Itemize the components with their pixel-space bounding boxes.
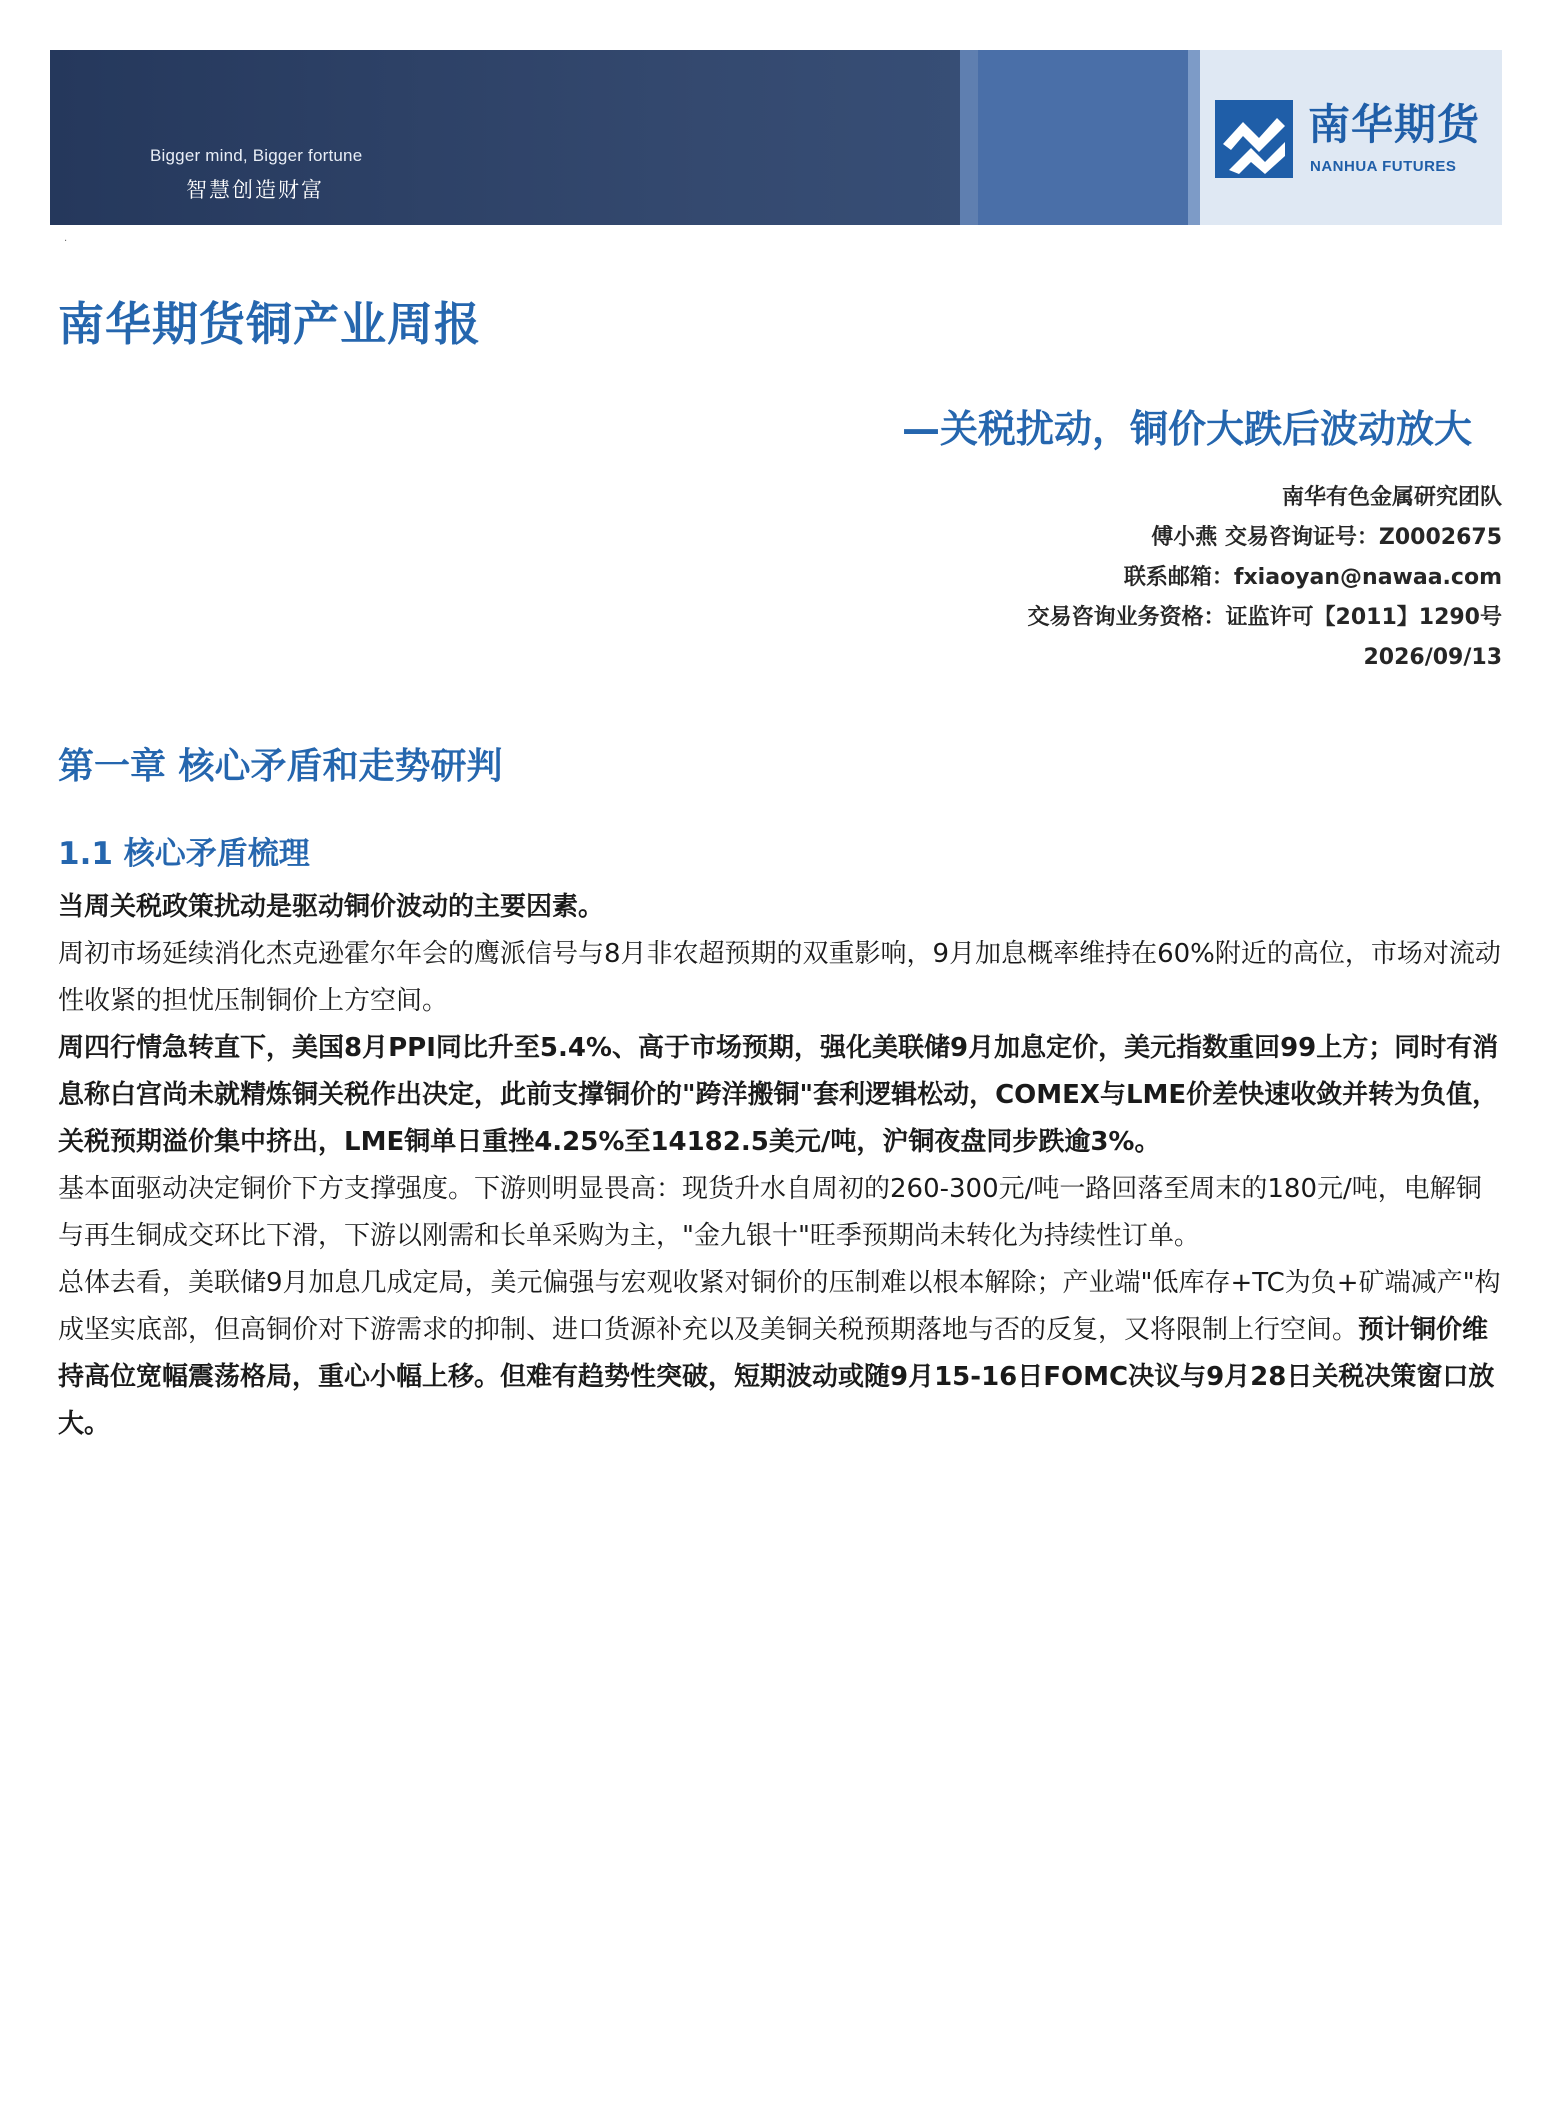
paragraph: 周初市场延续消化杰克逊霍尔年会的鹰派信号与8月非农超预期的双重影响，9月加息概率维持在60%附近的高位，市场对流动性收紧的担忧压制铜价上方空间。 (58, 939, 1501, 1016)
slogan-en: Bigger mind, Bigger fortune (150, 146, 363, 165)
slogan-cn: 智慧创造财富 (186, 178, 324, 202)
header-banner (50, 50, 1502, 225)
body-text (58, 884, 1502, 1448)
team-name: 南华有色金属研究团队 (1281, 485, 1502, 510)
paragraph-summary (58, 1260, 1502, 1448)
author-line: 傅小燕 交易咨询证号：Z0002675 (1151, 525, 1502, 550)
document-title: 南华期货铜产业周报 (58, 297, 481, 351)
license-line: 交易咨询业务资格：证监许可【2011】1290号 (1027, 605, 1502, 630)
paragraph-lead: 当周关税政策扰动是驱动铜价波动的主要因素。 (58, 892, 605, 922)
document-subtitle: —关税扰动，铜价大跌后波动放大 (901, 407, 1472, 451)
banner-stripe (960, 50, 978, 225)
email-line: 联系邮箱：fxiaoyan@nawaa.com (1123, 565, 1502, 590)
banner-stripe (978, 50, 1188, 225)
chapter-heading: 第一章 核心矛盾和走势研判 (58, 746, 503, 787)
banner-stripe (1188, 50, 1200, 225)
logo-text-cn: 南华期货 (1308, 100, 1481, 149)
summary-text: 总体去看，美联储9月加息几成定局，美元偏强与宏观收紧对铜价的压制难以根本解除；产业端"低库存+TC为负+矿端减产"构成坚实底部，但高铜价对下游需求的抑制、进口货源补充以及美铜关税预期落地与否的反复，又将限制上行空间。 (58, 1268, 1501, 1345)
marker-dot: · (64, 236, 68, 247)
nanhua-logo-icon (1215, 100, 1293, 178)
section-heading: 1.1 核心矛盾梳理 (58, 836, 310, 872)
paragraph: 基本面驱动决定铜价下方支撑强度。下游则明显畏高：现货升水自周初的260-300元/吨一路回落至周末的180元/吨，电解铜与再生铜成交环比下滑，下游以刚需和长单采购为主，"金九银十"旺季预期尚未转化为持续性订单。 (58, 1174, 1482, 1251)
author-meta (1028, 478, 1502, 678)
summary-conclusion: 预计铜价维持高位宽幅震荡格局，重心小幅上移。但难有趋势性突破，短期波动或随9月15-16日FOMC决议与9月28日关税决策窗口放大。 (58, 1315, 1495, 1439)
logo-text-en: NANHUA FUTURES (1310, 158, 1457, 175)
report-date: 2026/09/13 (1363, 645, 1502, 670)
paragraph-bold: 周四行情急转直下，美国8月PPI同比升至5.4%、高于市场预期，强化美联储9月加息定价，美元指数重回99上方；同时有消息称白宫尚未就精炼铜关税作出决定，此前支撑铜价的"跨洋搬铜"套利逻辑松动，COMEX与LME价差快速收敛并转为负值，关税预期溢价集中挤出，LME铜单日重挫4.25%至14182.5美元/吨，沪铜夜盘同步跌逾3%。 (58, 1033, 1499, 1157)
